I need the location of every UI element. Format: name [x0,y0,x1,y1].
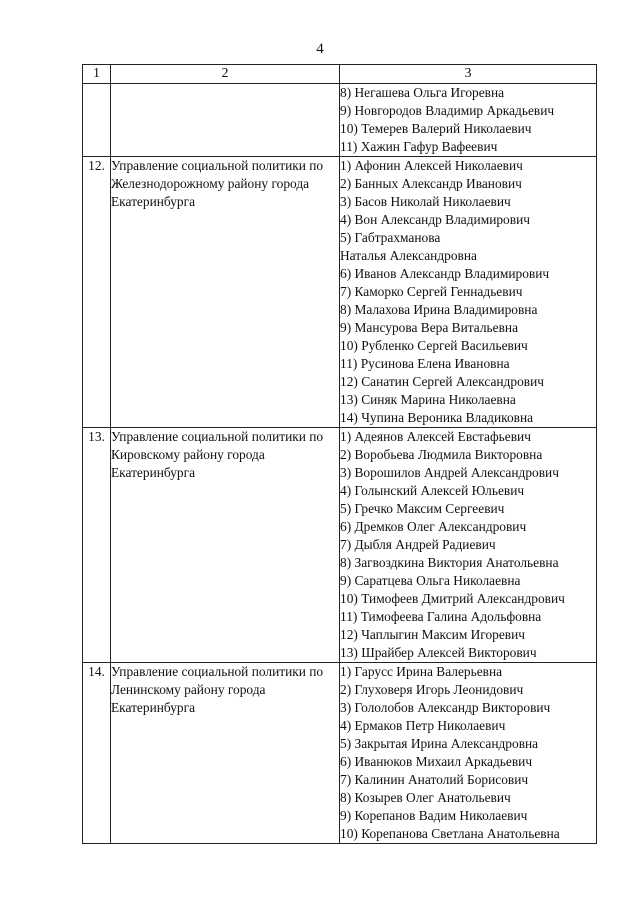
member-name: 11) Хажин Гафур Вафеевич [340,139,498,154]
member-name: 10) Рубленко Сергей Васильевич [340,338,528,353]
member-name: 6) Иванюков Михаил Аркадьевич [340,754,533,769]
member-name: 10) Корепанова Светлана Анатольевна [340,826,560,841]
member-name: 13) Синяк Марина Николаевна [340,392,516,407]
members-list [340,663,597,844]
row-number [83,84,111,157]
member-name: 12) Чаплыгин Максим Игоревич [340,627,526,642]
member-name: 2) Банных Александр Иванович [340,176,522,191]
member-name: 8) Негашева Ольга Игоревна [340,85,505,100]
member-name: 4) Голынский Алексей Юльевич [340,483,525,498]
table-body [83,84,597,844]
table-row [83,428,597,663]
member-name: 9) Саратцева Ольга Николаевна [340,573,521,588]
member-name: 1) Адеянов Алексей Евстафьевич [340,429,531,444]
member-name: 12) Санатин Сергей Александрович [340,374,544,389]
member-name: 5) Закрытая Ирина Александровна [340,736,539,751]
member-name: 9) Мансурова Вера Витальевна [340,320,519,335]
member-name: 6) Дремков Олег Александрович [340,519,527,534]
member-name: 3) Ворошилов Андрей Александрович [340,465,559,480]
organization-name: Управление социальной политики по Кировскому району города Екатеринбурга [111,428,340,663]
member-name: 8) Загвоздкина Виктория Анатольевна [340,555,559,570]
members-table [82,64,597,844]
members-list [340,157,597,428]
member-name: 2) Глуховеря Игорь Леонидович [340,682,524,697]
table-row [83,663,597,844]
column-header-3: 3 [340,65,597,84]
row-number: 12. [83,157,111,428]
member-name: 4) Вон Александр Владимирович [340,212,530,227]
members-list [340,84,597,157]
organization-name: Управление социальной политики по Железнодорожному району города Екатеринбурга [111,157,340,428]
member-name: 3) Басов Николай Николаевич [340,194,511,209]
member-name: 9) Корепанов Вадим Николаевич [340,808,528,823]
organization-name [111,84,340,157]
table-header-row [83,65,597,84]
member-name: 2) Воробьева Людмила Викторовна [340,447,543,462]
page-number: 4 [316,41,324,57]
organization-name: Управление социальной политики по Ленинскому району города Екатеринбурга [111,663,340,844]
member-name: 13) Шрайбер Алексей Викторович [340,645,537,660]
member-name: 6) Иванов Александр Владимирович [340,266,550,281]
member-name: 14) Чупина Вероника Владиковна [340,410,534,425]
member-name: 5) Габтрахманова [340,230,441,245]
member-name: 4) Ермаков Петр Николаевич [340,718,506,733]
member-name: 10) Тимофеев Дмитрий Александрович [340,591,565,606]
member-name: 5) Гречко Максим Сергеевич [340,501,505,516]
member-name: Наталья Александровна [340,248,477,263]
member-name: 7) Калинин Анатолий Борисович [340,772,529,787]
member-name: 1) Афонин Алексей Николаевич [340,158,523,173]
members-list [340,428,597,663]
row-number: 13. [83,428,111,663]
table-row [83,157,597,428]
member-name: 11) Русинова Елена Ивановна [340,356,510,371]
row-number: 14. [83,663,111,844]
member-name: 8) Малахова Ирина Владимировна [340,302,538,317]
member-name: 7) Дыбля Андрей Радиевич [340,537,496,552]
member-name: 11) Тимофеева Галина Адольфовна [340,609,542,624]
member-name: 1) Гарусс Ирина Валерьевна [340,664,503,679]
column-header-2: 2 [111,65,340,84]
member-name: 7) Каморко Сергей Геннадьевич [340,284,523,299]
column-header-1: 1 [83,65,111,84]
member-name: 9) Новгородов Владимир Аркадьевич [340,103,555,118]
member-name: 3) Гололобов Александр Викторович [340,700,551,715]
member-name: 8) Козырев Олег Анатольевич [340,790,511,805]
member-name: 10) Темерев Валерий Николаевич [340,121,532,136]
table-row [83,84,597,157]
